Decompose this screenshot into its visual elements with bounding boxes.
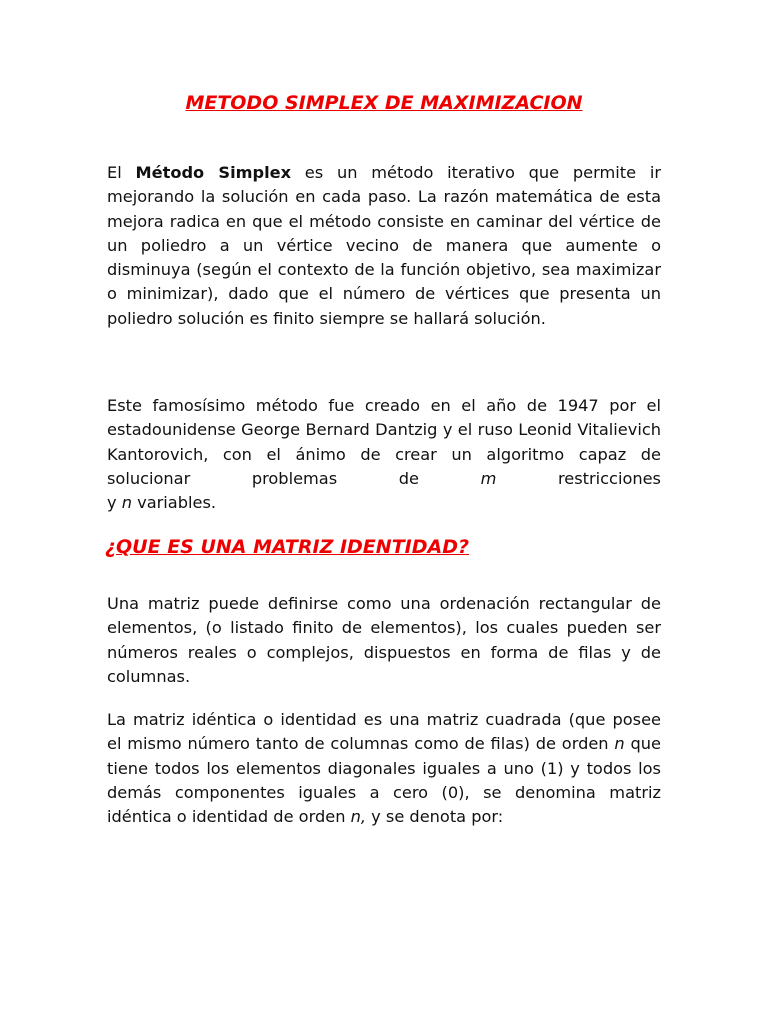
paragraph-simplex-history [107,394,661,515]
p2-text-c: y [107,493,122,513]
p2-text-d: variables. [132,493,217,513]
section-heading-identity-matrix: ¿QUE ES UNA MATRIZ IDENTIDAD? [105,536,469,558]
p2-text-a: Este famosísimo método fue creado en el año de 1947 por el estadounidense George Bernard Dantzig y el ruso Leonid Vitalievich Kantorovich, con el ánimo de crear un algoritmo capaz de solucionar problemas de [107,396,661,488]
p1-bold-term: Método Simplex [135,163,292,182]
p2-italic-m: m [480,468,497,488]
p2-line-b [107,491,661,515]
p4-text-c: y se denota por: [366,807,504,827]
p2-line-a [107,394,661,491]
p2-italic-n: n [121,493,132,513]
paragraph-matrix-definition: Una matriz puede definirse como una ordenación rectangular de elementos, (o listado finito de elementos), los cuales pueden ser números reales o complejos, dispuestos en forma de filas y de columnas. [107,594,661,686]
p4-text-b: que tiene todos los elementos diagonales iguales a uno (1) y todos los demás componentes iguales a cero (0), se denomina matriz idéntica o identidad de orden [107,734,661,827]
p1-rest: es un método iterativo que permite ir mejorando la solución en cada paso. La razón matemática de esta mejora radica en que el método consiste en caminar del vértice de un poliedro a un vértice vecino de manera que aumente o disminuya (según el contexto de la función objetivo, sea maximizar o minimizar), dado que el número de vértices que presenta un poliedro solución es finito siempre se hallará solución. [107,163,662,328]
document-title: METODO SIMPLEX DE MAXIMIZACION [185,92,583,114]
p4-italic-n2: n, [350,807,367,827]
p2-text-b: restricciones [496,468,661,488]
p4-text-a: La matriz idéntica o identidad es una matriz cuadrada (que posee el mismo número tanto de columnas como de filas) de orden [107,710,661,754]
paragraph-identity-definition [107,708,661,829]
p4-italic-n1: n [614,734,625,754]
paragraph-simplex-intro [107,161,661,331]
p1-prefix: El [107,163,136,182]
